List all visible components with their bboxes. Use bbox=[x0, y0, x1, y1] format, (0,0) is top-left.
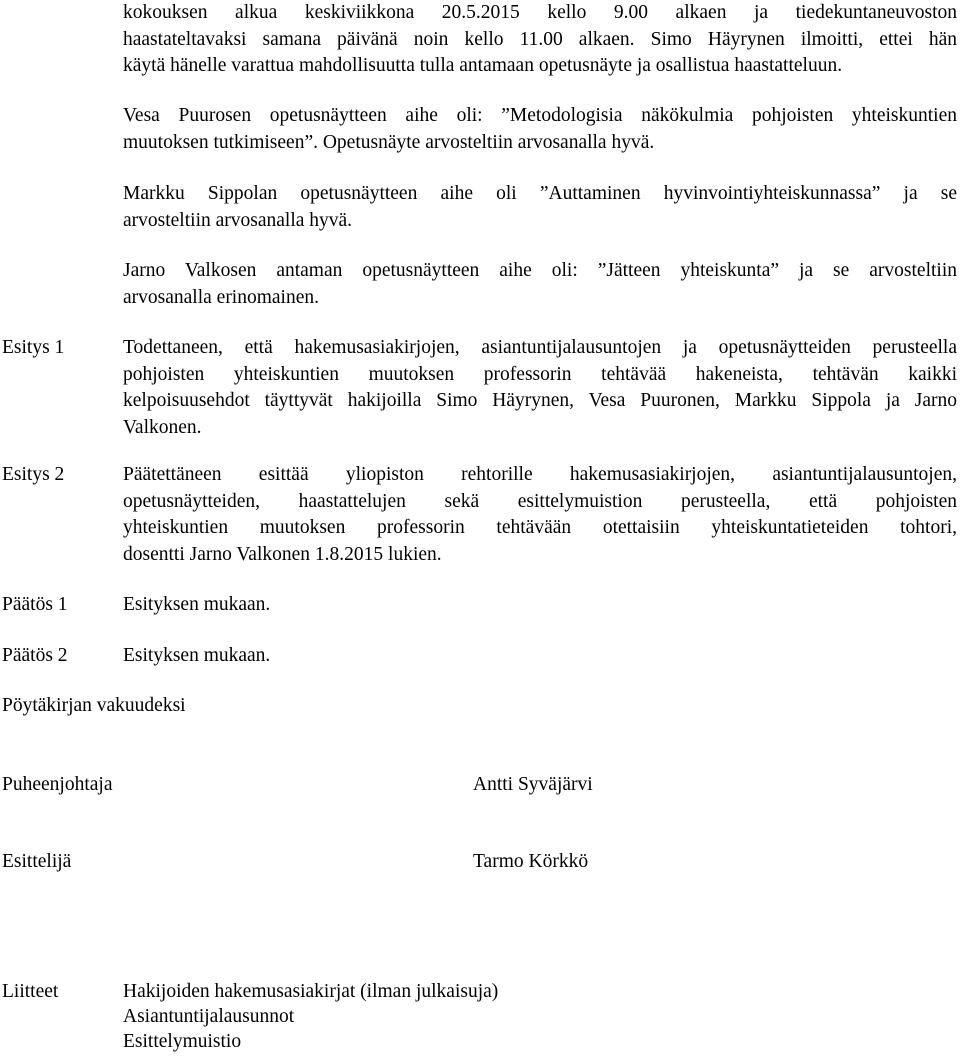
attachments-label: Liitteet bbox=[2, 981, 59, 1002]
text-line: kelpoisuusehdot täyttyvät hakijoilla Simo Häyrynen, Vesa Puuronen, Markku Sippola ja Jarno bbox=[123, 390, 957, 411]
demo-lesson-paragraph bbox=[123, 181, 957, 234]
proposal-label: Esitys 1 bbox=[2, 337, 65, 358]
text-line: arvosanalla erinomainen. bbox=[123, 286, 319, 308]
text-line: Todettaneen, että hakemusasiakirjojen, asiantuntijalausuntojen ja opetusnäytteiden perusteella bbox=[123, 337, 957, 358]
decision-label: Päätös 1 bbox=[2, 594, 68, 615]
text-line: käytä hänelle varattua mahdollisuutta tulla antamaan opetusnäyte ja osallistua haastatteluun. bbox=[123, 55, 843, 76]
attachment-item: Esittelymuistio bbox=[123, 1031, 242, 1052]
attachment-item: Asiantuntijalausunnot bbox=[123, 1006, 295, 1027]
attachment-item: Hakijoiden hakemusasiakirjat (ilman julkaisuja) bbox=[123, 981, 499, 1002]
proposal-label: Esitys 2 bbox=[2, 464, 65, 485]
text-line: opetusnäytteiden, haastattelujen sekä esittelymuistion perusteella, että pohjoisten bbox=[123, 490, 957, 512]
signature-role: Puheenjohtaja bbox=[2, 774, 113, 795]
intro-paragraph bbox=[123, 0, 957, 80]
decision-label: Päätös 2 bbox=[2, 645, 68, 666]
text-line: Jarno Valkosen antaman opetusnäytteen aihe oli: ”Jätteen yhteiskunta” ja se arvosteltiin bbox=[123, 260, 957, 281]
signature-name: Tarmo Körkkö bbox=[473, 851, 589, 872]
text-line: muutoksen tutkimiseen”. Opetusnäyte arvosteltiin arvosanalla hyvä. bbox=[123, 131, 655, 153]
text-line: Valkonen. bbox=[123, 416, 202, 438]
proposal-paragraph bbox=[123, 335, 957, 441]
text-line: pohjoisten yhteiskuntien muutoksen professorin tehtävää hakeneista, tehtävän kaikki bbox=[123, 363, 957, 385]
text-line: Markku Sippolan opetusnäytteen aihe oli ”Auttaminen hyvinvointiyhteiskunnassa” ja se bbox=[123, 183, 957, 204]
text-line: kokouksen alkua keskiviikkona 20.5.2015 kello 9.00 alkaen ja tiedekuntaneuvoston bbox=[123, 2, 957, 23]
text-line: dosentti Jarno Valkonen 1.8.2015 lukien. bbox=[123, 543, 442, 565]
text-line: arvosteltiin arvosanalla hyvä. bbox=[123, 209, 353, 231]
decision-text: Esityksen mukaan. bbox=[123, 594, 271, 615]
decision-text: Esityksen mukaan. bbox=[123, 645, 271, 666]
text-line: Päätettäneen esittää yliopiston rehtorille hakemusasiakirjojen, asiantuntijalausuntojen, bbox=[123, 464, 957, 485]
text-line: Vesa Puurosen opetusnäytteen aihe oli: ”Metodologisia näkökulmia pohjoisten yhteiskuntien bbox=[123, 105, 957, 126]
demo-lesson-paragraph bbox=[123, 258, 957, 311]
signature-name: Antti Syväjärvi bbox=[473, 774, 593, 795]
signature-role: Esittelijä bbox=[2, 851, 72, 872]
verification-heading: Pöytäkirjan vakuudeksi bbox=[2, 695, 186, 716]
text-line: haastateltavaksi samana päivänä noin kello 11.00 alkaen. Simo Häyrynen ilmoitti, ettei hän bbox=[123, 28, 957, 50]
demo-lesson-paragraph bbox=[123, 103, 957, 156]
proposal-paragraph bbox=[123, 462, 957, 568]
text-line: yhteiskuntien muutoksen professorin tehtävään otettaisiin yhteiskuntatieteiden tohtori, bbox=[123, 517, 957, 538]
